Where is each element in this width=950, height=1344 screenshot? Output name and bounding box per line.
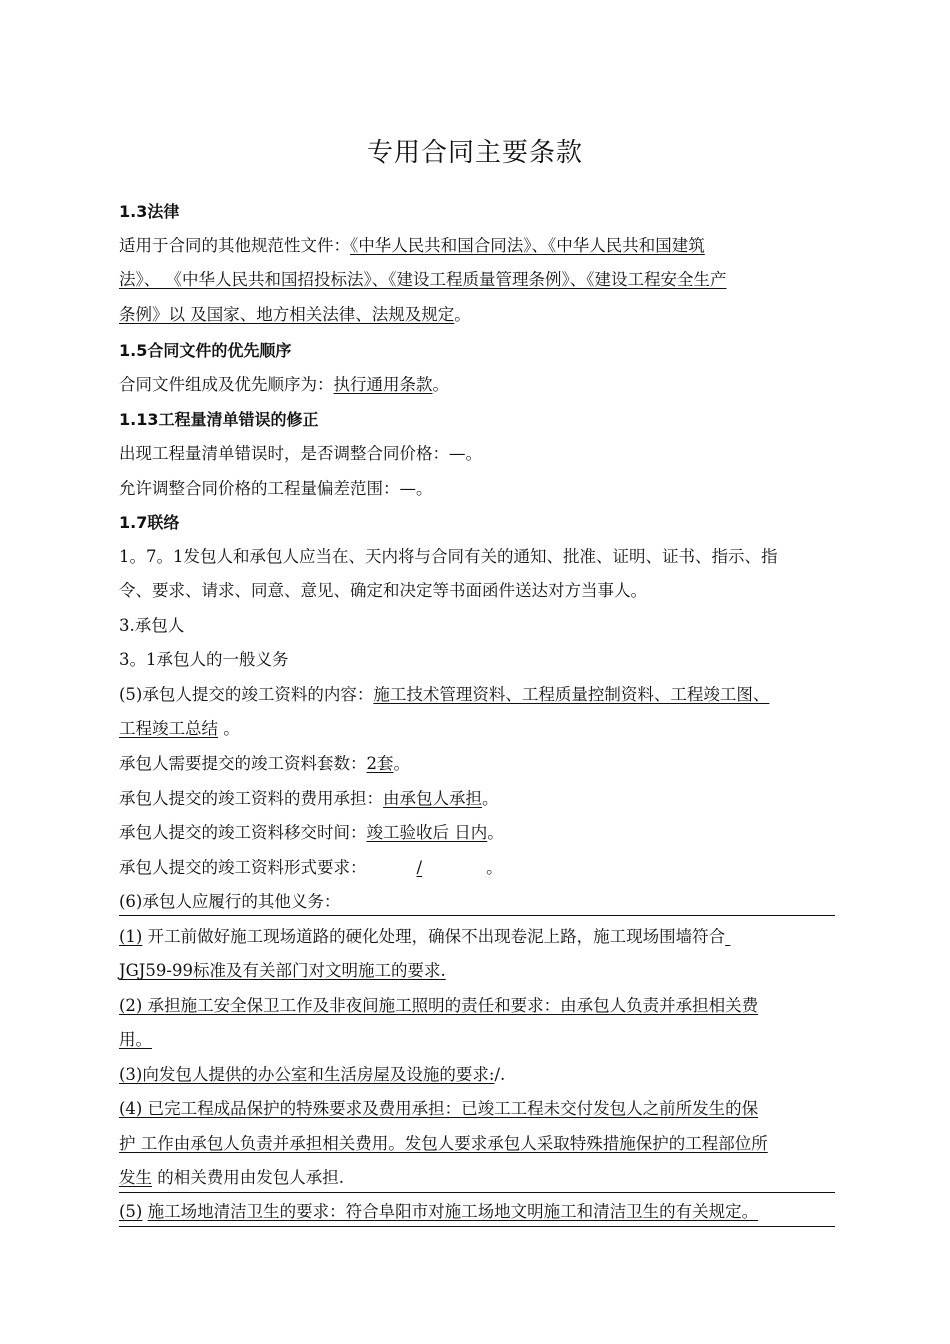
page-title: 专用合同主要条款 — [366, 138, 583, 168]
priority-label: 合同文件组成及优先顺序为： — [119, 375, 334, 394]
obligation-4-bottom-rule — [119, 1192, 835, 1193]
obligations-bottom-rule — [119, 1226, 835, 1227]
law-line-3 — [119, 304, 835, 326]
obligation-3-end: /. — [494, 1065, 506, 1084]
docs-content-value-2: 工程竣工总结 — [119, 719, 218, 738]
obligation-2-text-1: (2) 承担施工安全保卫工作及非夜间施工照明的责任和要求：由承包人负责并承担相关费 — [119, 996, 759, 1015]
obligation-5-text: 施工场地清洁卫生的要求：符合阜阳市对施工场地文明施工和清洁卫生的有关规定。 — [147, 1202, 759, 1221]
docs-form-label: 承包人提交的竣工资料形式要求： — [119, 858, 367, 877]
section-heading-1-13: 1.13工程量清单错误的修正 — [119, 410, 319, 429]
section-heading-1-7: 1.7联络 — [119, 513, 180, 532]
docs-cost-value: 由承包人承担 — [383, 789, 482, 808]
section-heading-1-3: 1.3法律 — [119, 202, 180, 221]
bq-deviation-line: 允许调整合同价格的工程量偏差范围：—。 — [119, 479, 433, 498]
obligation-1-number: (1) — [119, 927, 143, 946]
obligation-4-line-1 — [119, 1098, 835, 1120]
priority-end: 。 — [432, 375, 449, 394]
priority-line — [119, 374, 835, 396]
docs-sets-value: 2套 — [366, 754, 394, 773]
obligation-4-line-2 — [119, 1133, 835, 1155]
other-obligations-label: (6)承包人应履行的其他义务： — [119, 892, 341, 911]
docs-form-line — [119, 857, 835, 879]
obligation-3-line — [119, 1064, 835, 1086]
law-docs-1: 《中华人民共和国合同法》、《中华人民共和国建筑 — [350, 236, 705, 255]
docs-content-line-2 — [119, 718, 835, 740]
docs-content-end: 。 — [218, 719, 240, 738]
obligation-1-line-2 — [119, 960, 835, 982]
docs-time-end: 。 — [487, 823, 504, 842]
obligation-3-number: (3) — [119, 1065, 143, 1084]
docs-content-value-1: 施工技术管理资料、工程质量控制资料、工程竣工图、 — [373, 685, 770, 704]
docs-cost-end: 。 — [482, 789, 499, 808]
section-heading-1-5: 1.5合同文件的优先顺序 — [119, 341, 292, 360]
obligation-5-number: (5) — [119, 1202, 143, 1221]
obligation-4-text-1: (4) 已完工程成品保护的特殊要求及费用承担：已竣工工程未交付发包人之前所发生的保 — [119, 1099, 759, 1118]
obligation-4-line-3 — [119, 1167, 835, 1189]
obligation-4-end: 的相关费用由发包人承担. — [152, 1168, 344, 1187]
obligations-top-rule — [119, 915, 835, 916]
docs-time-value: 竣工验收后 日内 — [366, 823, 488, 842]
docs-sets-line — [119, 753, 835, 775]
obligation-1-line-1 — [119, 926, 835, 948]
section-heading-3: 3.承包人 — [119, 616, 185, 635]
docs-time-line — [119, 822, 835, 844]
docs-time-label: 承包人提交的竣工资料移交时间： — [119, 823, 367, 842]
docs-content-line-1 — [119, 684, 835, 706]
docs-sets-end: 。 — [393, 754, 410, 773]
docs-form-value: / — [416, 858, 423, 877]
law-label: 适用于合同的其他规范性文件： — [119, 236, 350, 255]
obligation-1-blank — [725, 927, 730, 946]
obligation-2-line-1 — [119, 995, 835, 1017]
docs-content-label: (5)承包人提交的竣工资料的内容： — [119, 685, 374, 704]
docs-cost-line — [119, 788, 835, 810]
obligation-4-text-2: 护 工作由承包人负责并承担相关费用。发包人要求承包人采取特殊措施保护的工程部位所 — [119, 1134, 768, 1153]
law-docs-2: 法》、 《中华人民共和国招投标法》、《建设工程质量管理条例》、《建设工程安全生产 — [119, 270, 727, 289]
obligation-1-text-1: 开工前做好施工现场道路的硬化处理，确保不出现卷泥上路，施工现场围墙符合 — [142, 927, 726, 946]
law-line-2 — [119, 269, 835, 291]
obligation-2-text-2: 用。 — [119, 1030, 152, 1049]
obligation-2-line-2 — [119, 1029, 835, 1051]
bq-adjust-line: 出现工程量清单错误时，是否调整合同价格：—。 — [119, 444, 482, 463]
obligation-1-text-2: JGJ59-99标准及有关部门对文明施工的要求. — [119, 961, 446, 980]
obligation-5-line — [119, 1201, 835, 1223]
obligation-3-text: 向发包人提供的办公室和生活房屋及设施的要求: — [142, 1065, 495, 1084]
priority-value: 执行通用条款 — [333, 375, 433, 394]
contact-line-2: 令、要求、请求、同意、意见、确定和决定等书面函件送达对方当事人。 — [119, 581, 647, 600]
docs-form-end: 。 — [486, 858, 503, 877]
docs-cost-label: 承包人提交的竣工资料的费用承担： — [119, 789, 383, 808]
docs-sets-label: 承包人需要提交的竣工资料套数： — [119, 754, 367, 773]
law-line-3-end: 。 — [454, 305, 471, 324]
law-docs-3: 条例》以 及国家、地方相关法律、法规及规定 — [119, 305, 455, 324]
obligation-4-text-3: 发生 — [119, 1168, 152, 1187]
subsection-3-1: 3。1承包人的一般义务 — [119, 650, 289, 669]
law-line-1 — [119, 235, 835, 257]
contact-line-1: 1。7。1发包人和承包人应当在、天内将与合同有关的通知、批准、证明、证书、指示、指 — [119, 547, 778, 566]
